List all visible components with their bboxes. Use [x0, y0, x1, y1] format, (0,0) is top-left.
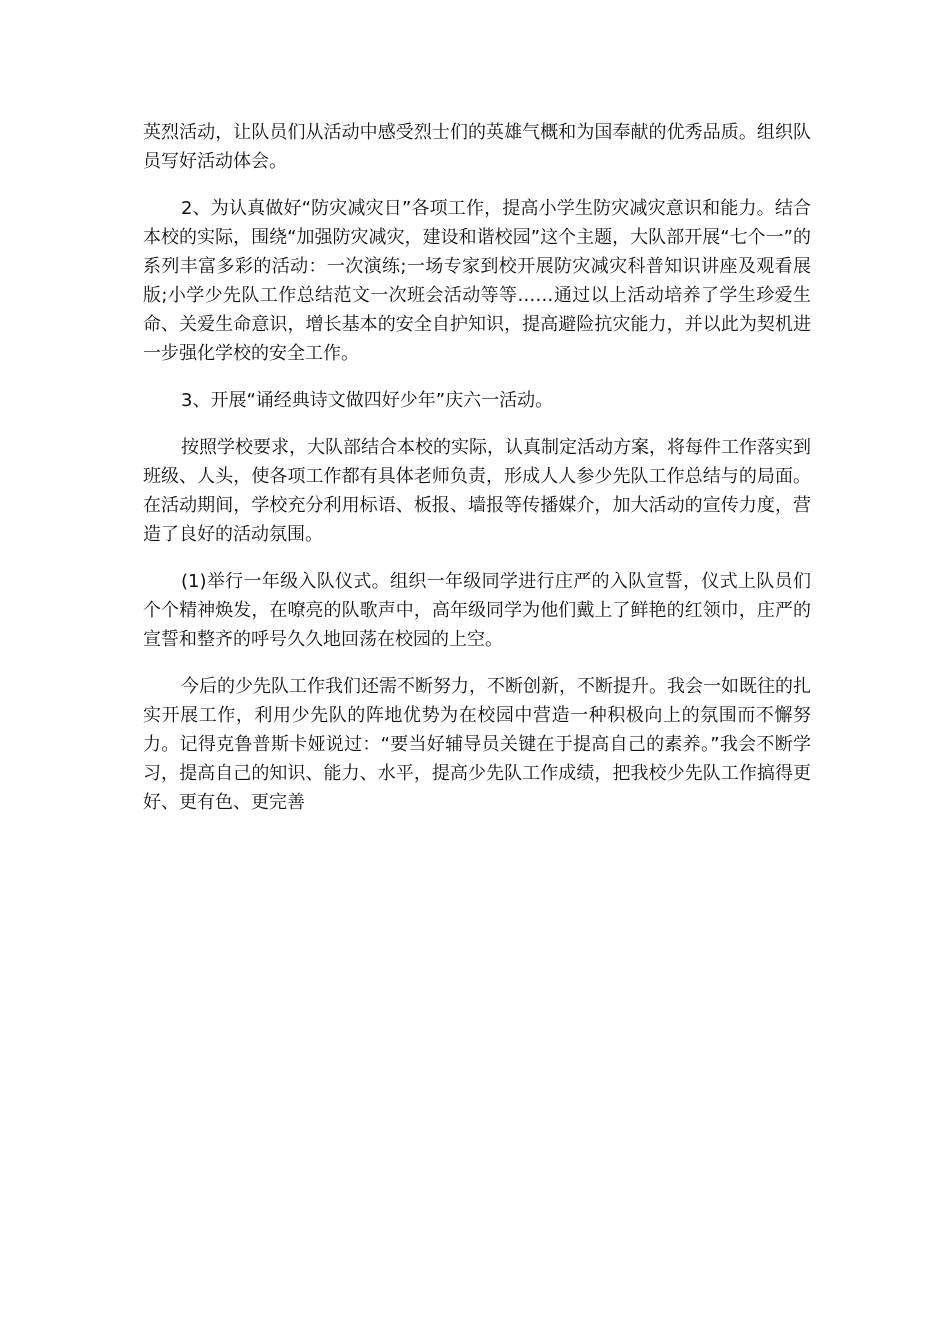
paragraph-childrens-day-activity: 3、开展“诵经典诗文做四好少年”庆六一活动。 [181, 390, 554, 411]
paragraph-future-work: 今后的少先队工作我们还需不断努力，不断创新，不断提升。我会一如既往的扎实开展工作，利用少先队的阵地优势为在校园中营造一种积极向上的氛围而不懈努力。记得克鲁普斯卡娅说过：“要当好辅导员关键在于提高自己的素养。”我会不断学习，提高自己的知识、能力、水平，提高少先队工作成绩，把我校少先队工作搞得更好、更有色、更完善 [143, 676, 811, 813]
paragraph-heroes-activity: 英烈活动，让队员们从活动中感受烈士们的英雄气概和为国奉献的优秀品质。组织队员写好活动体会。 [143, 122, 811, 172]
paragraph-enrollment-ceremony: (1)举行一年级入队仪式。组织一年级同学进行庄严的入队宣誓，仪式上队员们个个精神焕发，在嘹亮的队歌声中，高年级同学为他们戴上了鲜艳的红领巾，庄严的宣誓和整齐的呼号久久地回荡在校园的上空。 [143, 571, 811, 650]
paragraph-school-requirements: 按照学校要求，大队部结合本校的实际，认真制定活动方案，将每件工作落实到班级、人头，使各项工作都有具体老师负责，形成人人参少先队工作总结与的局面。在活动期间，学校充分利用标语、板报、墙报等传播媒介，加大活动的宣传力度，营造了良好的活动氛围。 [143, 437, 811, 545]
document-body [143, 118, 811, 835]
paragraph-disaster-prevention: 2、为认真做好“防灾减灾日”各项工作，提高小学生防灾减灾意识和能力。结合本校的实际，围绕“加强防灾减灾，建设和谐校园”这个主题，大队部开展“七个一”的系列丰富多彩的活动：一次演练;一场专家到校开展防灾减灾科普知识讲座及观看展版;小学少先队工作总结范文一次班会活动等等……通过以上活动培养了学生珍爱生命、关爱生命意识，增长基本的安全自护知识，提高避险抗灾能力，并以此为契机进一步强化学校的安全工作。 [143, 198, 811, 364]
